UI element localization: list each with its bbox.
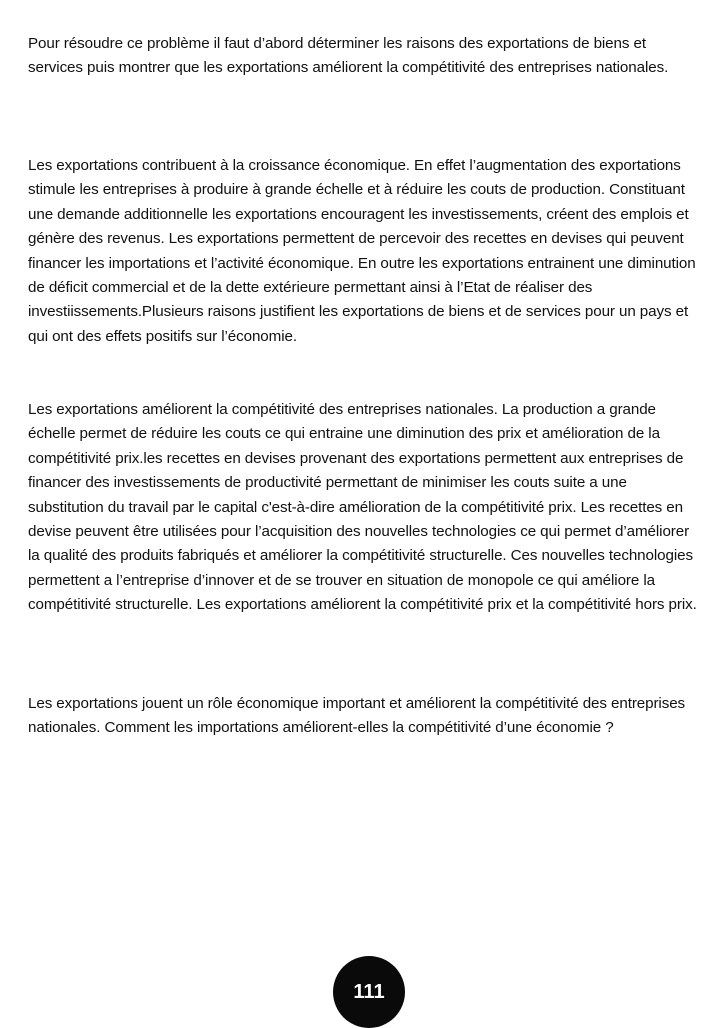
paragraph-export-growth: Les exportations contribuent à la croissance économique. En effet l’augmentation des exportations stimule les entreprises à produire à grande échelle et à réduire les couts de production. Constituant une demande additionnelle les exportations encouragent les investissements, créent des emplois et génère des revenus. Les exportations permettent de percevoir des recettes en devises qui peuvent financer les importations et l’activité économique. En outre les exportations entrainent une diminution de déficit commercial et de la dette extérieure permettant ainsi à l’Etat de réaliser des investiissements.Plusieurs raisons justifient les exportations de biens et de services pour un pays et qui ont des effets positifs sur l’économie. [28, 157, 696, 345]
paragraph-export-competitiveness: Les exportations améliorent la compétitivité des entreprises nationales. La production a grande échelle permet de réduire les couts ce qui entraine une diminution des prix et amélioration de la compétitivité prix.les recettes en devises provenant des exportations permettent aux entreprises de financer des investissements de productivité permettant de minimiser les couts suite a une substitution du travail par le capital c'est-à-dire amélioration de la compétitivité prix. Les recettes en devise peuvent être utilisées pour l’acquisition des nouvelles technologies ce qui permet d’améliorer la qualité des produits fabriqués et améliorer la compétitivité structurelle. Ces nouvelles technologies permettent a l’entreprise d’innover et de se trouver en situation de monopole ce qui améliore la compétitivité structurelle. Les exportations améliorent la compétitivité prix et la compétitivité hors prix. [28, 401, 697, 614]
paragraph-introduction: Pour résoudre ce problème il faut d’abord déterminer les raisons des exportations de biens et services puis montrer que les exportations améliorent la compétitivité des entreprises nationales. [28, 35, 669, 77]
paragraph-conclusion: Les exportations jouent un rôle économique important et améliorent la compétitivité des entreprises nationales. Comment les importations améliorent-elles la compétitivité d’une économie ? [28, 695, 686, 737]
page-number-badge [333, 956, 405, 1028]
page-number: 111 [353, 980, 385, 1003]
